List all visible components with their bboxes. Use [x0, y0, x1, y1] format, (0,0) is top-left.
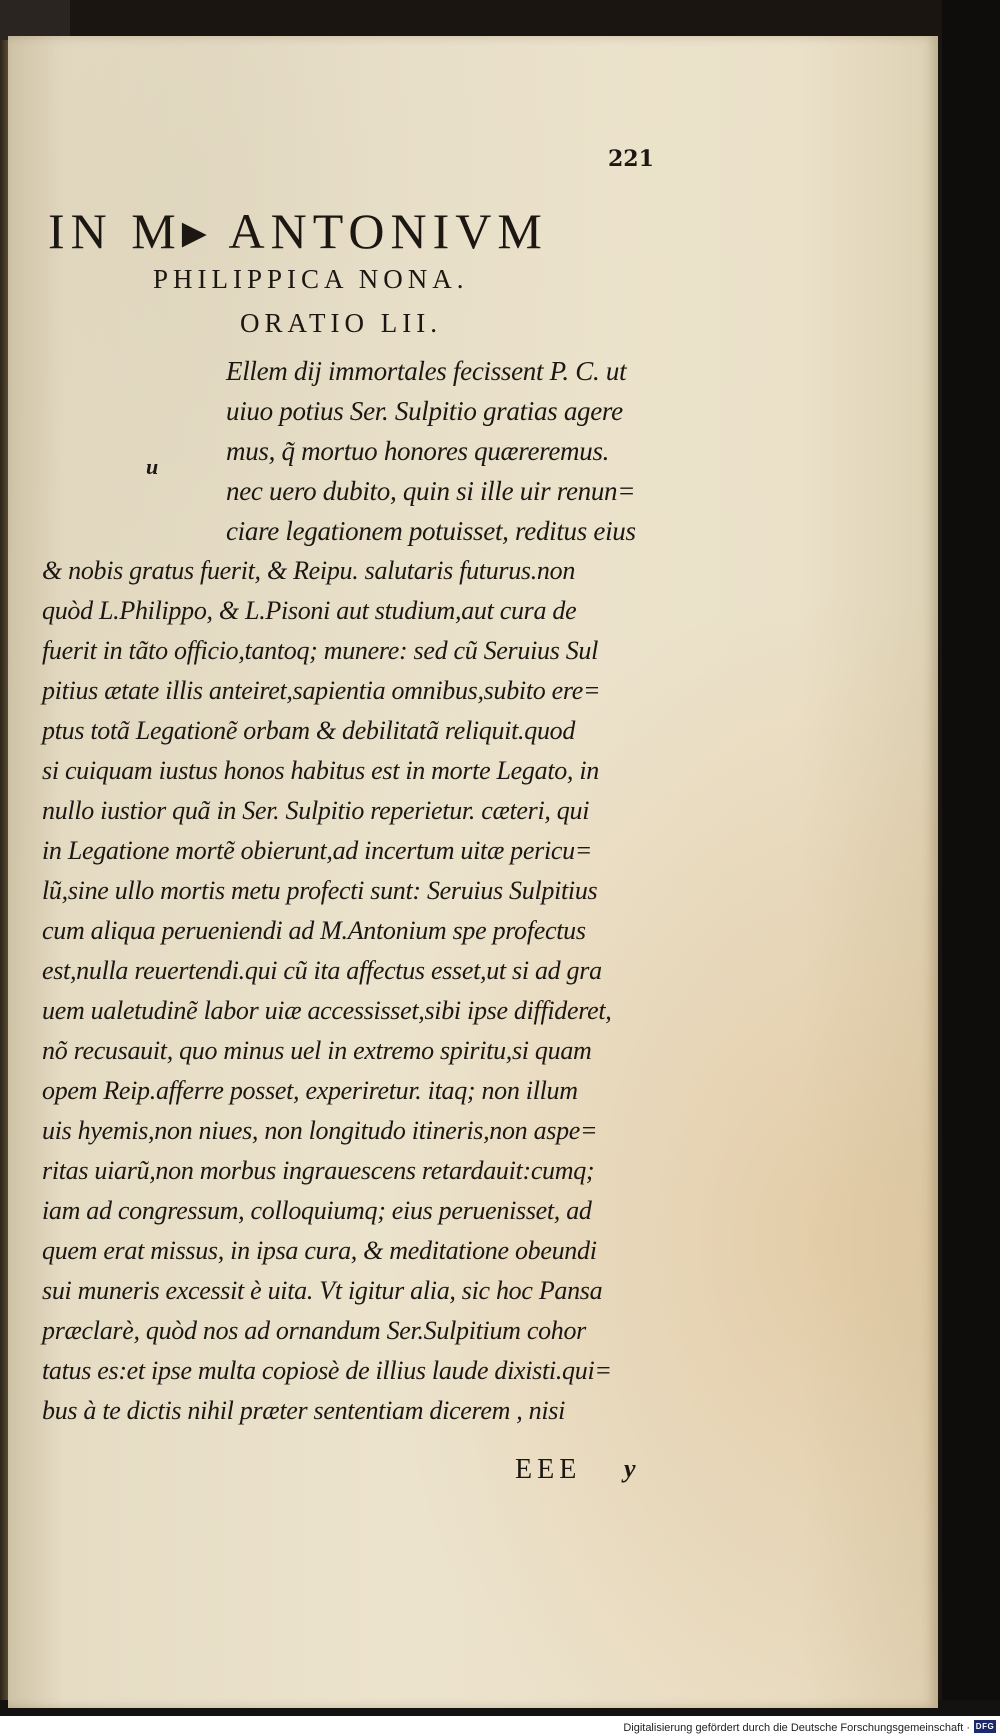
- text-line: nec uero dubito, quin si ille uir renun=: [226, 476, 636, 506]
- text-line: si cuiquam iustus honos habitus est in morte Legato, in: [42, 756, 599, 785]
- text-line: ritas uiarũ,non morbus ingrauescens retardauit:cumq;: [42, 1156, 595, 1185]
- text-line: cum aliqua perueniendi ad M.Antonium spe profectus: [42, 916, 586, 945]
- text-line: iam ad congressum, colloquiumq; eius peruenisset, ad: [42, 1196, 592, 1225]
- heading-title: IN M▸ ANTONIVM: [48, 203, 548, 259]
- text-line: quem erat missus, in ipsa cura, & meditatione obeundi: [42, 1236, 597, 1265]
- text-line: opem Reip.afferre posset, experiretur. itaq; non illum: [42, 1076, 578, 1105]
- dfg-logo: DFG: [975, 1722, 995, 1731]
- text-line: nõ recusauit, quo minus uel in extremo spiritu,si quam: [42, 1036, 592, 1065]
- text-line: in Legatione mortẽ obierunt,ad incertum uitæ pericu=: [42, 836, 593, 865]
- heading-subtitle: PHILIPPICA NONA.: [153, 264, 469, 294]
- text-line: quòd L.Philippo, & L.Pisoni aut studium,aut cura de: [42, 596, 577, 625]
- footer-bar: [0, 1716, 1000, 1736]
- text-line: tatus es:et ipse multa copiosè de illius laude dixisti.qui=: [42, 1356, 612, 1385]
- heading-oration-number: ORATIO LII.: [240, 308, 442, 338]
- funding-credit: Digitalisierung gefördert durch die Deutsche Forschungsgemeinschaft ·: [623, 1722, 970, 1734]
- catchword: y: [624, 1454, 636, 1483]
- text-line: uiuo potius Ser. Sulpitio gratias agere: [226, 396, 623, 426]
- signature-mark: EEE: [515, 1454, 582, 1485]
- text-line: ptus totã Legationẽ orbam & debilitatã reliquit.quod: [42, 716, 576, 745]
- text-line: est,nulla reuertendi.qui cũ ita affectus esset,ut si ad gra: [42, 956, 602, 985]
- text-line: fuerit in tãto officio,tantoq; munere: sed cũ Seruius Sul: [42, 636, 599, 665]
- text-line: & nobis gratus fuerit, & Reipu. salutaris futurus.non: [42, 556, 576, 585]
- text-line: lũ,sine ullo mortis metu profecti sunt: Seruius Sulpitius: [42, 876, 598, 905]
- margin-note: u: [146, 454, 159, 479]
- text-line: uis hyemis,non niues, non longitudo itineris,non aspe=: [42, 1116, 598, 1145]
- text-line: sui muneris excessit è uita. Vt igitur alia, sic hoc Pansa: [42, 1276, 603, 1305]
- text-line: uem ualetudinẽ labor uiæ accessisset,sibi ipse diffideret,: [42, 996, 612, 1025]
- text-line: nullo iustior quã in Ser. Sulpitio reperietur. cæteri, qui: [42, 796, 590, 825]
- scan-background-right: [942, 0, 1000, 1736]
- page-number: 221: [608, 146, 654, 172]
- text-line: ciare legationem potuisset, reditus eius: [226, 516, 636, 546]
- drop-capital-space: [48, 366, 218, 536]
- text-line: bus à te dictis nihil præter sententiam dicerem , nisi: [42, 1396, 566, 1425]
- text-line: pitius ætate illis anteiret,sapientia omnibus,subito ere=: [42, 676, 601, 705]
- text-line: Ellem dij immortales fecissent P. C. ut: [226, 356, 627, 386]
- text-line: præclarè, quòd nos ad ornandum Ser.Sulpitium cohor: [42, 1316, 587, 1345]
- corner-shadow: [0, 0, 70, 40]
- text-line: mus, q̃ mortuo honores quæreremus.: [226, 436, 610, 466]
- book-page: [8, 36, 938, 1708]
